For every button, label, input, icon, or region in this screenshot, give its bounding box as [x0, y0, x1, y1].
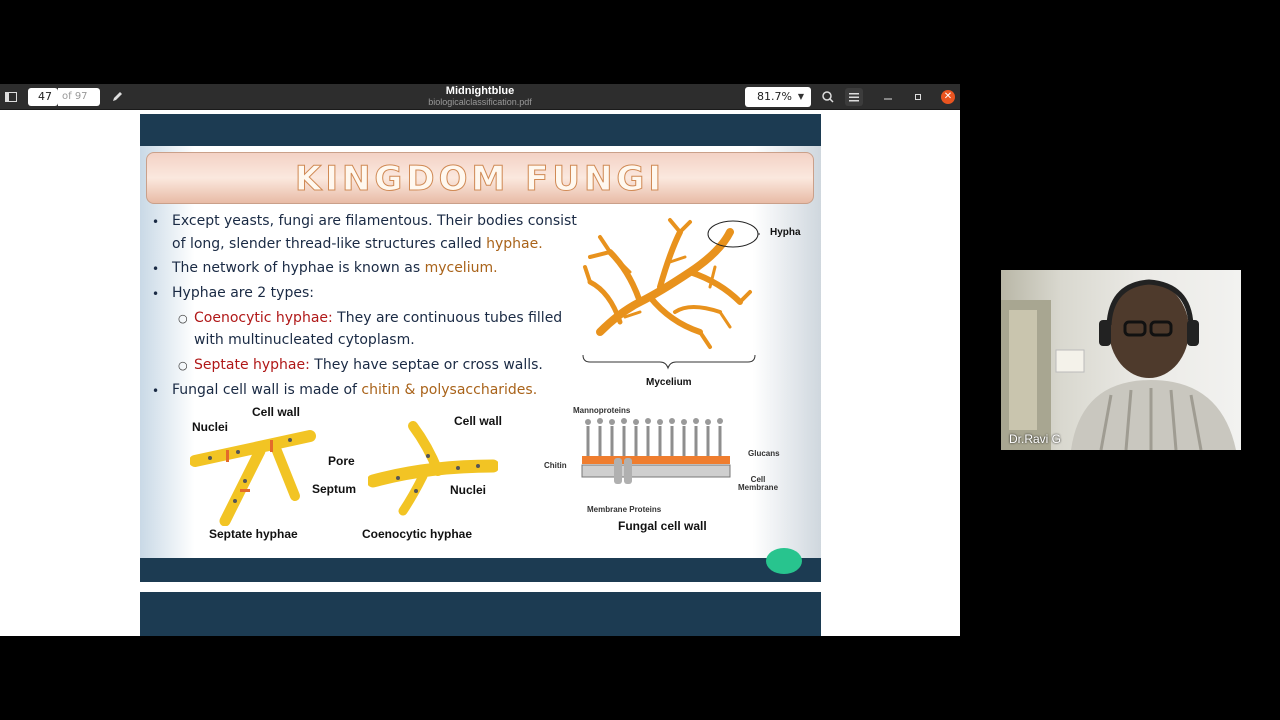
label-hypha: Hypha: [770, 227, 801, 238]
bullet-icon: •: [152, 262, 160, 276]
label-membrane-proteins: Membrane Proteins: [587, 505, 662, 514]
document-title: Midnightblue: [445, 85, 515, 97]
coenocytic-hyphae-illustration: [368, 416, 498, 516]
zoom-value: 81.7%: [757, 90, 792, 103]
page-number-input[interactable]: 47: [28, 88, 58, 106]
mycelium-illustration: [580, 212, 760, 372]
page-count: of 97: [58, 88, 100, 106]
sub-bullet-icon: ○: [178, 359, 188, 372]
label-septum: Septum: [312, 482, 357, 496]
sidebar-toggle-icon[interactable]: [2, 88, 20, 106]
sub-bullet-icon: ○: [178, 312, 188, 325]
highlight-term: Septate hyphae:: [194, 357, 310, 373]
slide-title: KINGDOM FUNGI: [294, 159, 665, 199]
label-cell-wall: Cell wall: [454, 414, 503, 428]
bullet-text-part: of long, slender thread-like structures called: [172, 236, 487, 252]
bullet-text-part: They have septae or cross walls.: [309, 357, 543, 373]
label-glucans: Glucans: [748, 449, 780, 458]
highlight-term: mycelium.: [424, 260, 498, 276]
bullet-text-part: The network of hyphae is known as: [172, 260, 425, 276]
document-filename: biologicalclassification.pdf: [428, 97, 532, 107]
label-fungal-cell-wall: Fungal cell wall: [618, 519, 707, 533]
label-coenocytic-hyphae: Coenocytic hyphae: [362, 527, 473, 541]
sub-bullet-text: with multinucleated cytoplasm.: [194, 332, 415, 348]
highlight-term: Coenocytic hyphae:: [194, 310, 333, 326]
slide-page: [140, 114, 821, 582]
bullet-text: Hyphae are 2 types:: [172, 285, 314, 301]
slide-footer-bar: [140, 558, 821, 582]
bullet-text-part: Fungal cell wall is made of: [172, 382, 362, 398]
label-cell-wall: Cell wall: [252, 405, 301, 419]
chevron-down-icon: ▼: [797, 92, 804, 101]
slide-title-banner: [146, 152, 814, 204]
label-mannoproteins: Mannoproteins: [573, 406, 631, 415]
annotate-pencil-icon[interactable]: [108, 88, 126, 106]
bullet-icon: •: [152, 384, 160, 398]
slide-content: [140, 146, 821, 558]
bullet-text: Except yeasts, fungi are filamentous. Their bodies consist: [172, 213, 577, 229]
bullet-text-part: They are continuous tubes filled: [332, 310, 563, 326]
search-icon[interactable]: [819, 88, 837, 106]
menu-hamburger-icon[interactable]: [845, 88, 863, 106]
minimize-icon[interactable]: [879, 88, 897, 106]
label-nuclei: Nuclei: [192, 420, 229, 434]
participant-name: Dr.Ravi G: [1009, 432, 1062, 446]
highlight-term: chitin & polysaccharides.: [361, 382, 538, 398]
bullet-icon: •: [152, 215, 160, 229]
bullet-text: [172, 257, 498, 280]
zoom-select[interactable]: [745, 87, 811, 107]
webcam-video-tile[interactable]: [1001, 270, 1241, 450]
participant-video-frame: [1001, 270, 1241, 450]
sub-bullet-text: [194, 307, 562, 330]
bullet-text: [172, 379, 537, 402]
close-icon[interactable]: ✕: [941, 90, 955, 104]
sub-bullet-text: [194, 354, 543, 377]
fungal-cell-wall-illustration: [580, 414, 735, 504]
highlight-term: hyphae.: [486, 236, 543, 252]
septate-hyphae-illustration: [190, 426, 330, 526]
bullet-icon: •: [152, 287, 160, 301]
label-nuclei: Nuclei: [450, 483, 487, 497]
label-septate-hyphae: Septate hyphae: [209, 527, 298, 541]
bullet-text: [172, 233, 543, 256]
label-cell-membrane: Cell Membrane: [738, 475, 779, 492]
label-chitin: Chitin: [544, 461, 567, 470]
pdf-viewer-window: [0, 84, 960, 636]
green-marker-icon: [766, 548, 802, 574]
maximize-icon[interactable]: [909, 88, 927, 106]
label-pore: Pore: [328, 454, 355, 468]
next-slide-page: [140, 592, 821, 636]
label-mycelium: Mycelium: [646, 377, 692, 388]
viewer-toolbar: [0, 84, 960, 110]
